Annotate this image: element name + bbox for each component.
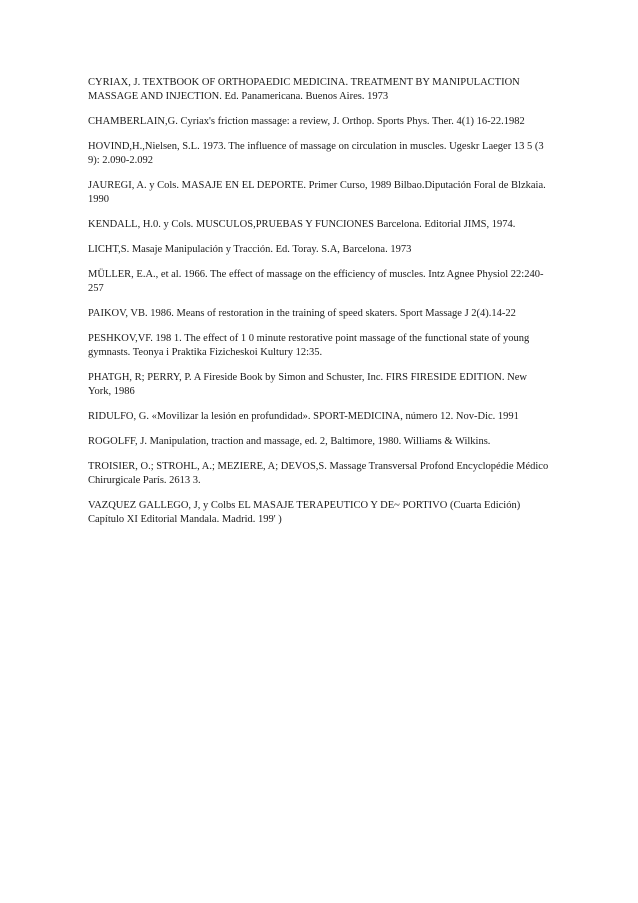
reference-item: RIDULFO, G. «Movilizar la lesión en profundidad». SPORT-MEDICINA, número 12. Nov-Dic. 1991 [88,411,519,422]
reference-item: HOVIND,H.,Nielsen, S.L. 1973. The influence of massage on circulation in muscles. Ugeskr Laeger 13 5 (3 9): 2.090-2.092 [88,141,544,166]
reference-item: CHAMBERLAIN,G. Cyriax's friction massage: a review, J. Orthop. Sports Phys. Ther. 4(1) 16-22.1982 [88,116,525,127]
reference-item: MÜLLER, E.A., et al. 1966. The effect of massage on the efficiency of muscles. Intz Agnee Physiol 22:240-257 [88,269,544,294]
reference-item: ROGOLFF, J. Manipulation, traction and massage, ed. 2, Baltimore, 1980. Williams & Wilkins. [88,436,491,447]
reference-item: LICHT,S. Masaje Manipulación y Tracción. Ed. Toray. S.A, Barcelona. 1973 [88,244,412,255]
reference-list [88,76,550,538]
reference-item: TROISIER, O.; STROHL, A.; MEZIERE, A; DEVOS,S. Massage Transversal Profond Encyclopédie Médico Chirurgicale París. 2613 3. [88,461,549,486]
reference-item: PHATGH, R; PERRY, P. A Fireside Book by Simon and Schuster, Inc. FIRS FIRESIDE EDITION. New York, 1986 [88,372,527,397]
reference-item: VAZQUEZ GALLEGO, J, y Colbs EL MASAJE TERAPEUTICO Y DE~ PORTIVO (Cuarta Edición) Capítulo XI Editorial Mandala. Madrid. 199' ) [88,500,521,525]
reference-item: PESHKOV,VF. 198 1. The effect of 1 0 minute restorative point massage of the functional state of young gymnasts. Teonya i Praktika Fizicheskoi Kultury 12:35. [88,333,530,358]
reference-item: KENDALL, H.0. y Cols. MUSCULOS,PRUEBAS Y FUNCIONES Barcelona. Editorial JIMS, 1974. [88,219,516,230]
reference-item: PAIKOV, VB. 1986. Means of restoration in the training of speed skaters. Sport Massage J 2(4).14-22 [88,308,516,319]
reference-item: CYRIAX, J. TEXTBOOK OF ORTHOPAEDIC MEDICINA. TREATMENT BY MANIPULACTION MASSAGE AND INJECTION. Ed. Panamericana. Buenos Aires. 1973 [88,77,520,102]
reference-item: JAUREGI, A. y Cols. MASAJE EN EL DEPORTE. Primer Curso, 1989 Bilbao.Diputación Foral de Blzkaia. 1990 [88,180,546,205]
